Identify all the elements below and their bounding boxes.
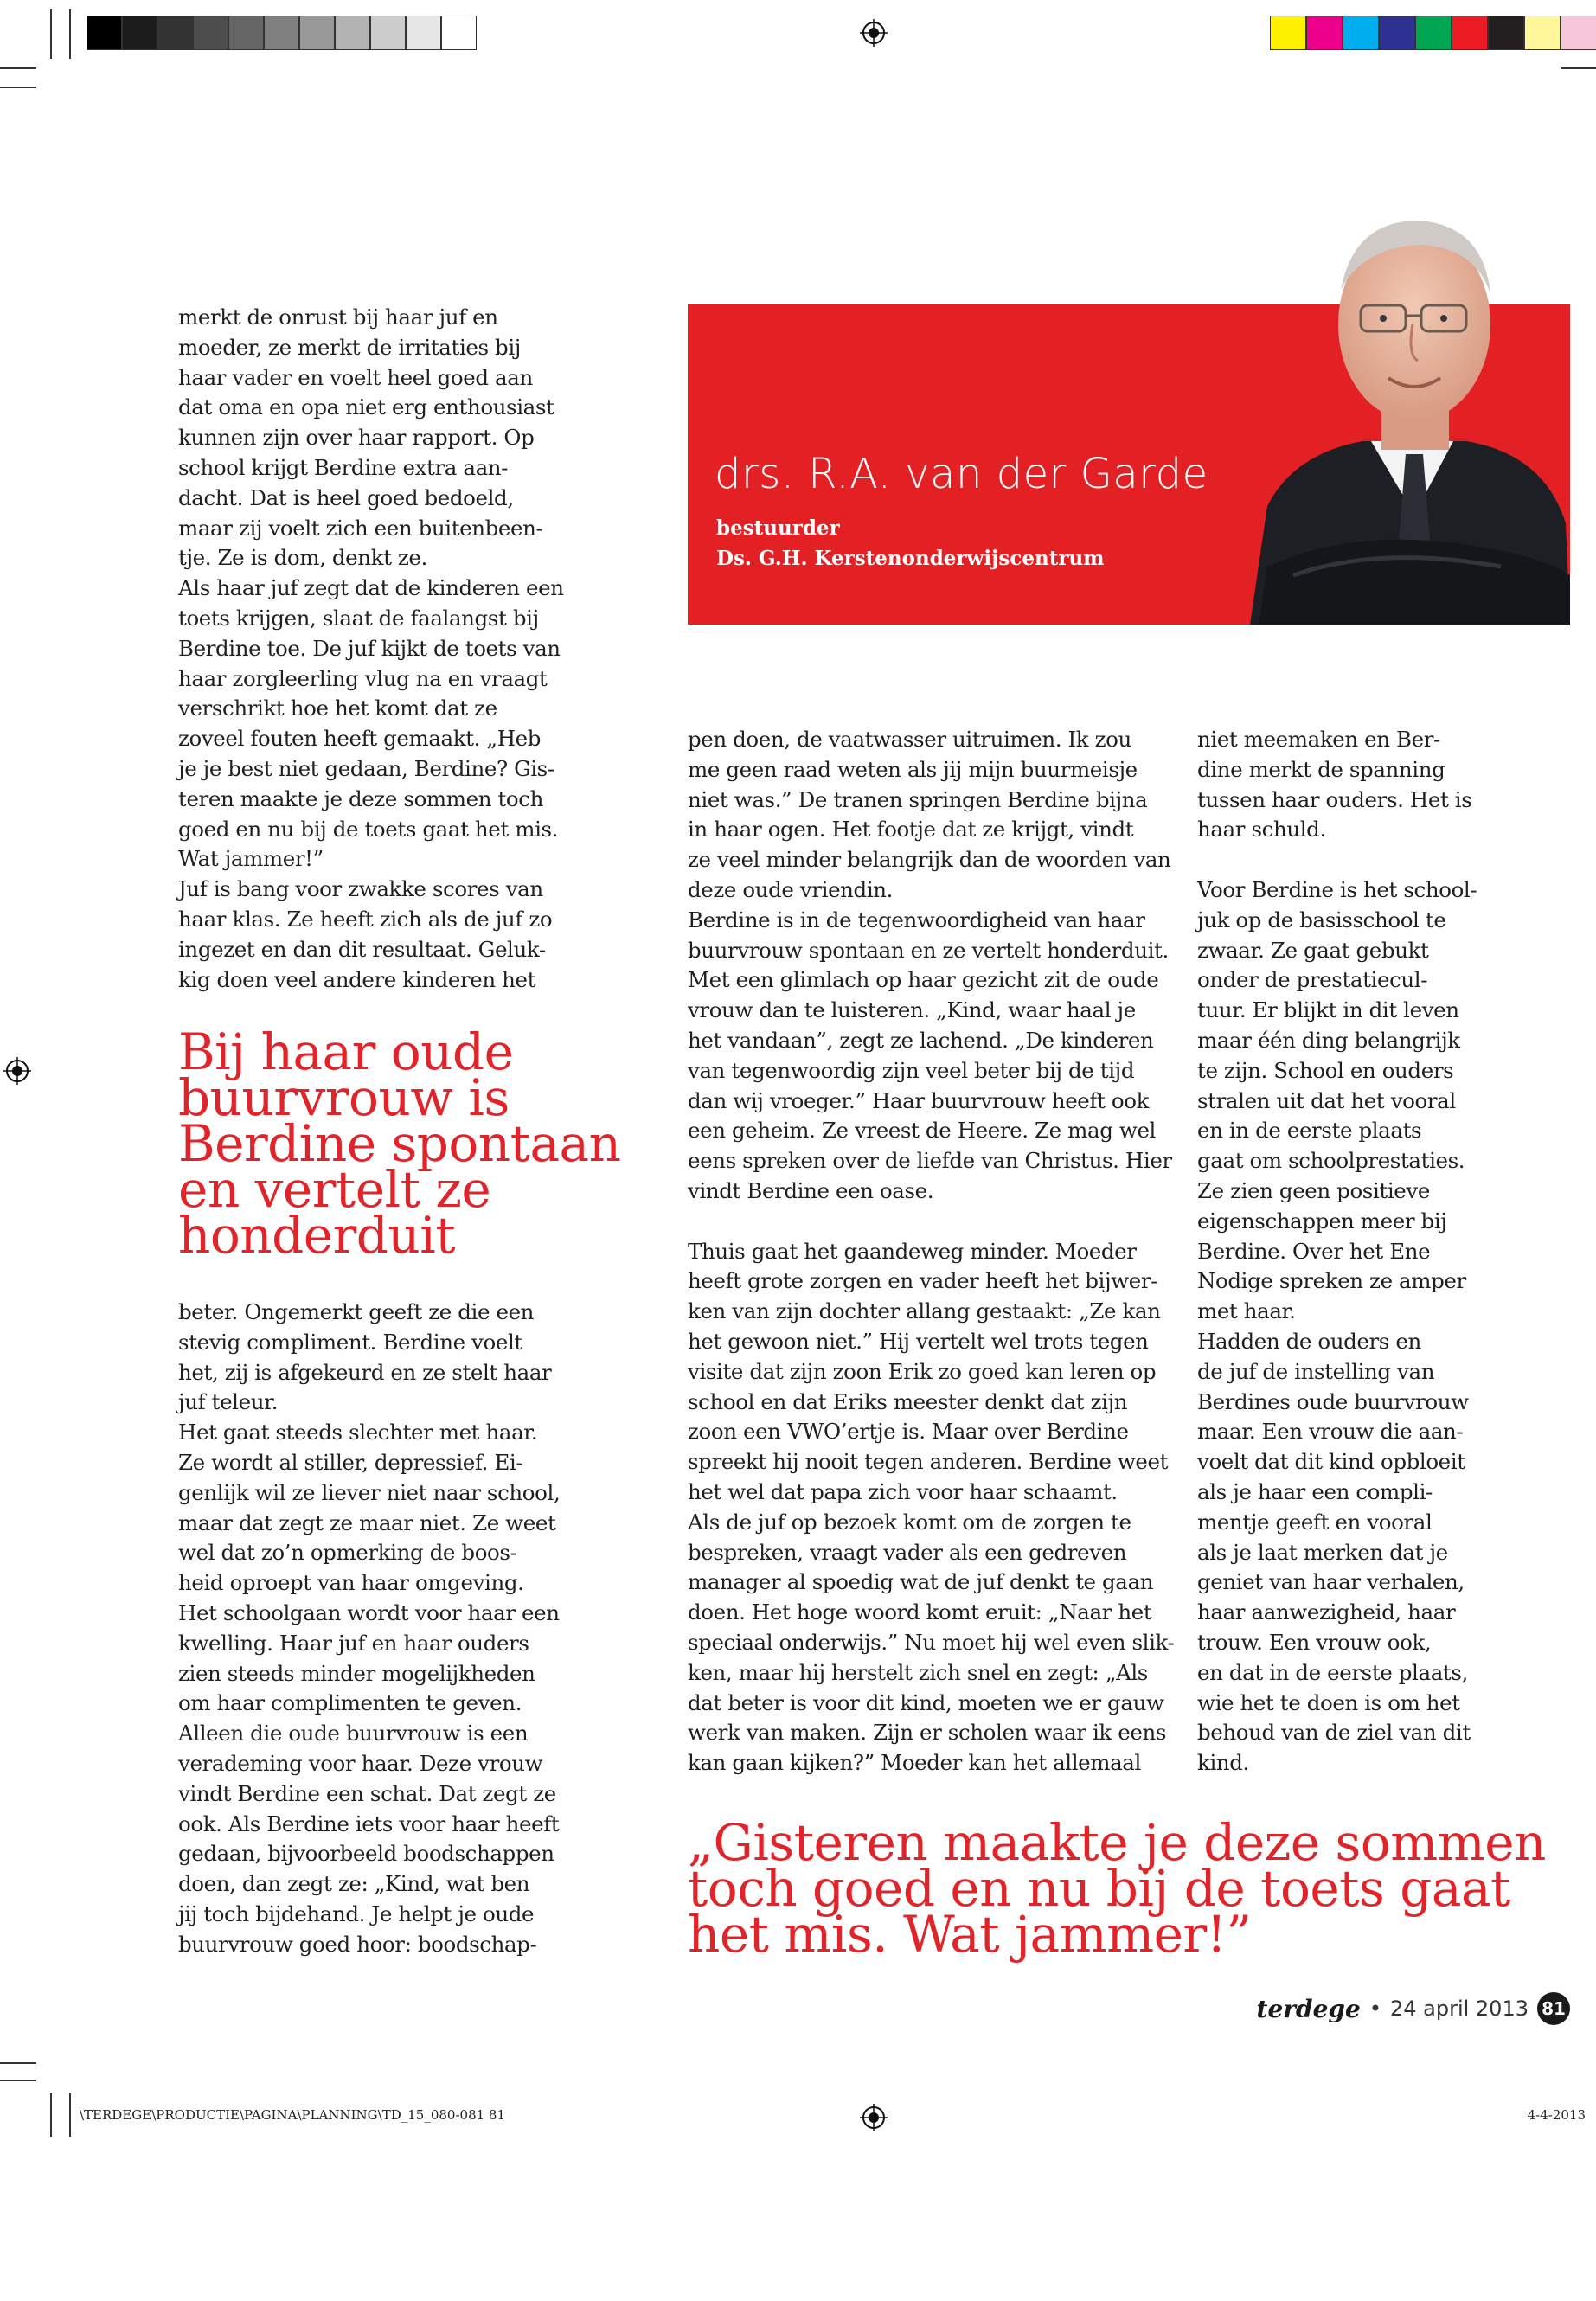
color-swatch bbox=[335, 16, 370, 50]
color-swatch bbox=[1561, 16, 1596, 50]
crop-mark bbox=[1561, 67, 1596, 69]
crop-mark bbox=[69, 9, 71, 59]
color-swatch bbox=[122, 16, 157, 50]
issue-date: 24 april 2013 bbox=[1389, 1997, 1529, 2021]
print-slug-date: 4-4-2013 bbox=[1527, 2107, 1586, 2123]
color-swatch bbox=[193, 16, 228, 50]
color-swatch bbox=[1488, 16, 1524, 50]
color-swatch bbox=[1343, 16, 1379, 50]
color-swatch bbox=[370, 16, 406, 50]
color-swatch bbox=[87, 16, 122, 50]
pull-quote-bottom: „Gisteren maakte je deze sommen toch goed en nu bij de toets gaat het mis. Wat jammer!” bbox=[688, 1813, 1546, 1964]
color-swatch bbox=[157, 16, 193, 50]
registration-mark-icon bbox=[860, 2104, 888, 2131]
color-swatch bbox=[1415, 16, 1452, 50]
color-swatch bbox=[1452, 16, 1488, 50]
author-role: bestuurder bbox=[716, 516, 840, 540]
color-swatch bbox=[1379, 16, 1415, 50]
color-swatch bbox=[1270, 16, 1306, 50]
body-text-left-top: merkt de onrust bij haar juf en moeder, ze merkt de irritaties bij haar vader en voelt heel goed aan dat oma en opa niet erg enthousiast kunnen zijn over haar rapport. Op school krijgt Berdine extra aan- dacht. Dat is heel goed bedoeld, maar zij voelt zich een buitenbeen- tje. Ze is dom, denkt ze. Als haar juf zegt dat de kinderen een toets krijgen, slaat de faalangst bij Berdine toe. De juf kijkt de toets van haar zorgleerling vlug na en vraagt verschrikt hoe het komt dat ze zoveel fouten heeft gemaakt. „Heb je je best niet gedaan, Berdine? Gis- teren maakte je deze sommen toch goed en nu bij de toets gaat het mis. Wat jammer!” Juf is bang voor zwakke scores van haar klas. Ze heeft zich als de juf zo ingezet en dan dit resultaat. Geluk- kig doen veel andere kinderen het bbox=[178, 304, 564, 992]
footer-separator: • bbox=[1368, 1997, 1381, 2021]
author-name: drs. R.A. van der Garde bbox=[715, 450, 1208, 498]
color-swatch bbox=[1306, 16, 1343, 50]
crop-mark bbox=[0, 2080, 36, 2081]
page-number: 81 bbox=[1537, 1992, 1570, 2025]
color-swatch bbox=[299, 16, 335, 50]
registration-mark-icon bbox=[3, 1057, 31, 1085]
page-footer bbox=[1257, 1991, 1570, 2026]
body-text-left-bottom: beter. Ongemerkt geeft ze die een stevig compliment. Berdine voelt het, zij is afgekeurd en ze stelt haar juf teleur. Het gaat steeds slechter met haar. Ze wordt al stiller, depressief. Ei- genlijk wil ze liever niet naar school, maar dat zegt ze maar niet. Ze weet wel dat zo’n opmerking de boos- heid oproept van haar omgeving. Het schoolgaan wordt voor haar een kwelling. Haar juf en haar ouders zien steeds minder mogelijkheden om haar complimenten te geven. Alleen die oude buurvrouw is een verademing voor haar. Deze vrouw vindt Berdine een schat. Dat zegt ze ook. Als Berdine iets voor haar heeft gedaan, bijvoorbeeld boodschappen doen, dan zegt ze: „Kind, wat ben jij toch bijdehand. Je helpt je oude buurvrouw goed hoor: boodschap- bbox=[178, 1299, 561, 1957]
body-text-right: niet meemaken en Ber- dine merkt de spanning tussen haar ouders. Het is haar schuld. Voor Berdine is het school- juk op de basisschool te zwaar. Ze gaat gebukt onder de prestatiecul- tuur. Er blijkt in dit leven maar één ding belangrijk te zijn. School en ouders stralen uit dat het vooral en in de eerste plaats gaat om schoolprestaties. Ze zien geen positieve eigenschappen meer bij Berdine. Over het Ene Nodige spreken ze amper met haar. Hadden de ouders en de juf de instelling van Berdines oude buurvrouw maar. Een vrouw die aan- voelt dat dit kind opbloeit als je haar een compli- mentje geeft en vooral als je laat merken dat je geniet van haar verhalen, haar aanwezigheid, haar trouw. Een vrouw ook, en dat in de eerste plaats, wie het te doen is om het behoud van de ziel van dit kind. bbox=[1197, 727, 1477, 1776]
crop-mark bbox=[69, 2093, 71, 2137]
crop-mark bbox=[0, 87, 36, 88]
print-slug-path: \TERDEGE\PRODUCTIE\PAGINA\PLANNING\TD_15_080-081 81 bbox=[80, 2107, 506, 2123]
pull-quote-left: Bij haar oude buurvrouw is Berdine spontaan en vertelt ze honderduit bbox=[178, 1022, 621, 1265]
author-organization: Ds. G.H. Kerstenonderwijscentrum bbox=[716, 547, 1105, 570]
color-swatch bbox=[228, 16, 264, 50]
crop-mark bbox=[50, 9, 52, 59]
color-swatch bbox=[1524, 16, 1561, 50]
color-swatch bbox=[264, 16, 299, 50]
brand-logo: terdege bbox=[1256, 1994, 1361, 2023]
color-swatch bbox=[441, 16, 477, 50]
portrait-photo bbox=[1233, 195, 1570, 625]
color-swatch bbox=[406, 16, 441, 50]
crop-mark bbox=[50, 2093, 52, 2137]
crop-mark bbox=[0, 67, 36, 69]
body-text-middle: pen doen, de vaatwasser uitruimen. Ik zou me geen raad weten als jij mijn buurmeisje niet was.” De tranen springen Berdine bijna in haar ogen. Het footje dat ze krijgt, vindt ze veel minder belangrijk dan de woorden van deze oude vriendin. Berdine is in de tegenwoordigheid van haar buurvrouw spontaan en ze vertelt honderduit. Met een glimlach op haar gezicht zit de oude vrouw dan te luisteren. „Kind, waar haal je het vandaan”, zegt ze lachend. „De kinderen van tegenwoordig zijn veel beter bij de tijd dan wij vroeger.” Haar buurvrouw heeft ook een geheim. Ze vreest de Heere. Ze mag wel eens spreken over de liefde van Christus. Hier vindt Berdine een oase. Thuis gaat het gaandeweg minder. Moeder heeft grote zorgen en vader heeft het bijwer- ken van zijn dochter allang gestaakt: „Ze kan het gewoon niet.” Hij vertelt wel trots tegen visite dat zijn zoon Erik zo goed kan leren op school en dat Eriks meester denkt dat zijn zoon een VWO’ertje is. Maar over Berdine spreekt hij nooit tegen anderen. Berdine weet het wel dat papa zich voor haar schaamt. Als de juf op bezoek komt om de zorgen te bespreken, vraagt vader als een gedreven manager al spoedig wat de juf denkt te gaan doen. Het hoge woord komt eruit: „Naar het speciaal onderwijs.” Nu moet hij wel even slik- ken, maar hij herstelt zich snel en zegt: „Als dat beter is voor dit kind, moeten we er gauw werk van maken. Zijn er scholen waar ik eens kan gaan kijken?” Moeder kan het allemaal bbox=[688, 727, 1175, 1776]
registration-mark-icon bbox=[860, 19, 888, 47]
crop-mark bbox=[0, 2062, 36, 2064]
